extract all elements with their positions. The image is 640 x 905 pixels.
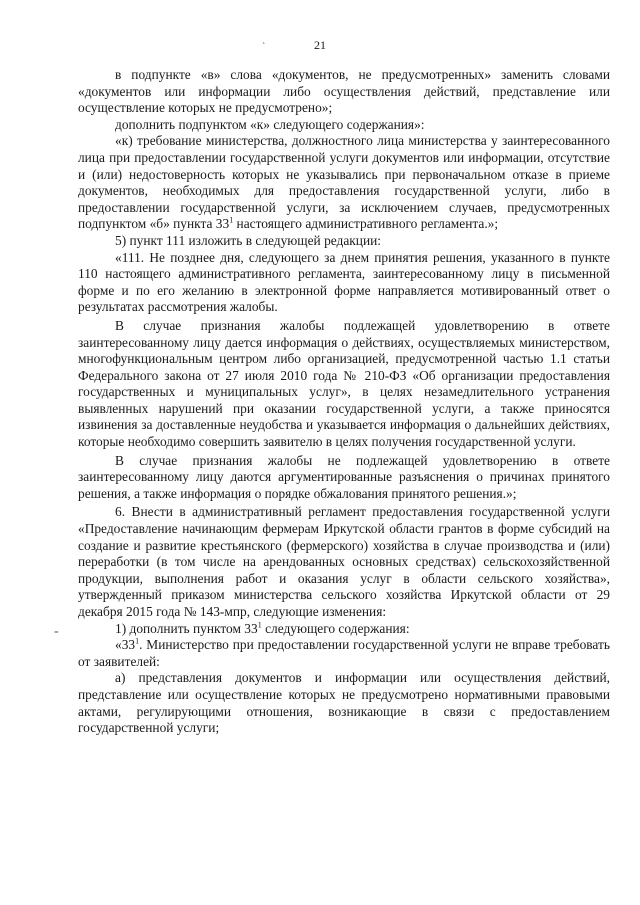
paragraph-1: в подпункте «в» слова «документов, не предусмотренных» заменить словами «документов или информации либо осуществления действий, представление или осуществление которых не предусмотрено»; xyxy=(78,67,610,116)
paragraph-9-tail: следующего содержания: xyxy=(265,620,410,636)
paragraph-6: В случае признания жалобы подлежащей удовлетворению в ответе заинтересованному лицу дается информация о действиях, осуществляемых министерством, многофункциональным центром либо организацией, предусмотренной частью 1.1 статьи Федерального закона от 27 июля 2010 года № 210-ФЗ «Об организации предоставления государственных и муниципальных услуг», в целях незамедлительного устранения выявленных нарушений при оказании государственной услуги, а также приносятся извинения за доставленные неудобства и указывается информация о дальнейших действиях, которые необходимо совершить заявителю в целях получения государственной услуги. xyxy=(78,317,610,450)
paragraph-2: дополнить подпунктом «к» следующего содержания»: xyxy=(115,116,425,132)
paragraph-4: 5) пункт 111 изложить в следующей редакции: xyxy=(115,232,382,248)
margin-mark: - xyxy=(54,624,59,639)
paragraph-10-text: «33 xyxy=(115,637,136,653)
paragraph-3 xyxy=(78,133,610,233)
paragraph-5: «111. Не позднее дня, следующего за днем принятия решения, указанного в пункте 110 настоящего административного регламента, заинтересованному лицу в письменной форме и по его желанию в электронной форме направляется мотивированный ответ о результатах рассмотрения жалобы. xyxy=(78,249,610,315)
paragraph-10-superscript: 1 xyxy=(135,636,140,646)
paragraph-9 xyxy=(78,621,610,638)
paragraph-7: В случае признания жалобы не подлежащей удовлетворению в ответе заинтересованному лицу даются аргументированные разъяснения о причинах принятого решения, а также информация о порядке обжалования принятого решения.»; xyxy=(78,452,610,501)
paragraph-3-superscript: 1 xyxy=(229,215,234,225)
page-number: 21 xyxy=(314,38,326,52)
scan-mark: ` xyxy=(262,42,266,53)
paragraph-10-tail: . Министерство при предоставлении государственной услуги не вправе требовать от заявителей: xyxy=(78,637,610,669)
paragraph-9-text: 1) дополнить пунктом 33 xyxy=(115,620,258,636)
paragraph-9-superscript: 1 xyxy=(257,620,262,630)
document-body xyxy=(78,67,610,737)
paragraph-3-text: «к) требование министерства, должностного лица министерства у заинтересованного лица при предоставлении государственной услуги документов или информации, отсутствие и (или) недостоверность которых не указывались при первоначальном отказе в приеме документов, необходимых для предоставления государственной услуги, либо в предоставлении государственной услуги, за исключением случаев, предусмотренных подпунктом «б» пункта 33 xyxy=(78,133,610,232)
paragraph-8: 6. Внести в административный регламент предоставления государственной услуги «Предоставление начинающим фермерам Иркутской области грантов в форме субсидий на создание и развитие крестьянского (фермерского) хозяйства в случае производства и (или) переработки (в том числе на арендованных основных средствах) сельскохозяйственной продукции, выполнения работ и оказания услуг в области сельского хозяйства», утвержденный приказом министерства сельского хозяйства Иркутской области от 29 декабря 2015 года № 143-мпр, следующие изменения: xyxy=(78,504,610,619)
paragraph-10 xyxy=(78,637,610,670)
paragraph-3-tail: настоящего административного регламента.»; xyxy=(236,216,499,232)
paragraph-11: а) представления документов и информации или осуществления действий, представление или осуществление которых не предусмотрено нормативными правовыми актами, регулирующими отношения, возникающие в связи с предоставлением государственной услуги; xyxy=(78,670,610,736)
